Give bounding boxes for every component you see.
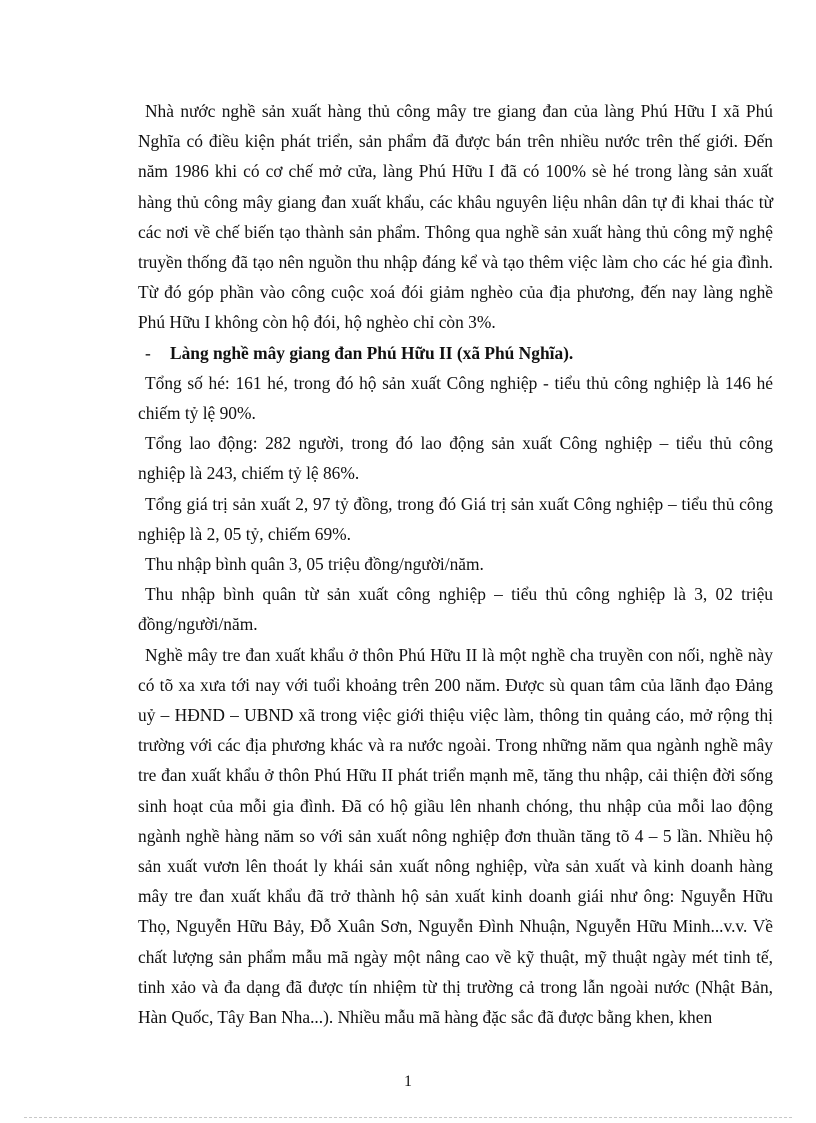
paragraph-phu-huu-i: Nhà nước nghề sản xuất hàng thủ công mây tre giang đan của làng Phú Hữu I xã Phú Nghĩa có điều kiện phát triển, sản phẩm đã được bán trên nhiều nước trên thế giới. Đến năm 1986 khi có cơ chế mở cửa, làng Phú Hữu I đã có 100% sè hé trong làng sản xuất hàng thủ công mây giang đan xuất khẩu, các khâu nguyên liệu nhân dân tự đi khai thác từ các nơi về chế biến tạo thành sản phẩm. Thông qua nghề sản xuất hàng thủ công mỹ nghệ truyền thống đã tạo nên nguồn thu nhập đáng kể và tạo thêm việc làm cho các hé gia đình. Từ đó góp phần vào công cuộc xoá đói giảm nghèo của địa phương, đến nay làng nghề Phú Hữu I không còn hộ đói, hộ nghèo chỉ còn 3%.	[138, 101, 773, 333]
paragraph-total-production-value: Tổng giá trị sản xuất 2, 97 tỷ đồng, trong đó Giá trị sản xuất Công nghiệp – tiểu thủ công nghiệp là 2, 05 tỷ, chiếm 69%.	[138, 493, 773, 544]
paragraph-rattan-tradition: Nghề mây tre đan xuất khẩu ở thôn Phú Hữu II là một nghề cha truyền con nối, nghề này có tõ xa xưa tới nay với tuổi khoảng trên 200 năm. Được sù quan tâm của lãnh đạo Đảng uỷ – HĐND – UBND xã trong việc giới thiệu việc làm, thông tin quảng cáo, mở rộng thị trường với các địa phương khác và ra nước ngoài. Trong những năm qua ngành nghề mây tre đan xuất khẩu ở thôn Phú Hữu II phát triển mạnh mẽ, tăng thu nhập, cải thiện đời sống sinh hoạt của mỗi gia đình. Đã có hộ giầu lên nhanh chóng, thu nhập của mỗi lao động ngành nghề hàng năm so với sản xuất nông nghiệp đơn thuần tăng tõ 4 – 5 lần. Nhiều hộ sản xuất vươn lên thoát ly khái sản xuất nông nghiệp, vừa sản xuất và kinh doanh hàng mây tre đan xuất khẩu đã trở thành hộ sản xuất kinh doanh giái như ông: Nguyễn Hữu Thọ, Nguyễn Hữu Bảy, Đỗ Xuân Sơn, Nguyễn Đình Nhuận, Nguyễn Hữu Minh...v.v. Về chất lượng sản phẩm mẫu mã ngày một nâng cao về kỹ thuật, mỹ thuật ngày mét tinh tế, tinh xảo và đa dạng đã được tín nhiệm từ thị trường cả trong lẫn ngoài nước (Nhật Bản, Hàn Quốc, Tây Ban Nha...). Nhiều mẫu mã hàng đặc sắc đã được bằng khen, khen	[138, 644, 773, 1028]
paragraph-total-labor: Tổng lao động: 282 người, trong đó lao động sản xuất Công nghiệp – tiểu thủ công nghiệp là 243, chiếm tỷ lệ 86%.	[138, 433, 773, 484]
section-heading-text: Làng nghề mây giang đan Phú Hữu II (xã Phú Nghĩa).	[170, 342, 574, 363]
page-number: 1	[404, 1073, 412, 1090]
paragraph-average-income: Thu nhập bình quân 3, 05 triệu đồng/người/năm.	[145, 554, 484, 575]
page-bottom-divider	[24, 1117, 792, 1118]
paragraph-industrial-income: Thu nhập bình quân từ sản xuất công nghiệp – tiểu thủ công nghiệp là 3, 02 triệu đồng/người/năm.	[138, 584, 773, 635]
paragraph-total-households: Tổng số hé: 161 hé, trong đó hộ sản xuất Công nghiệp - tiểu thủ công nghiệp là 146 hé chiếm tỷ lệ 90%.	[138, 372, 773, 424]
document-body	[138, 96, 773, 1032]
section-heading-phu-huu-ii	[138, 338, 773, 368]
bullet-dash: -	[145, 342, 151, 363]
